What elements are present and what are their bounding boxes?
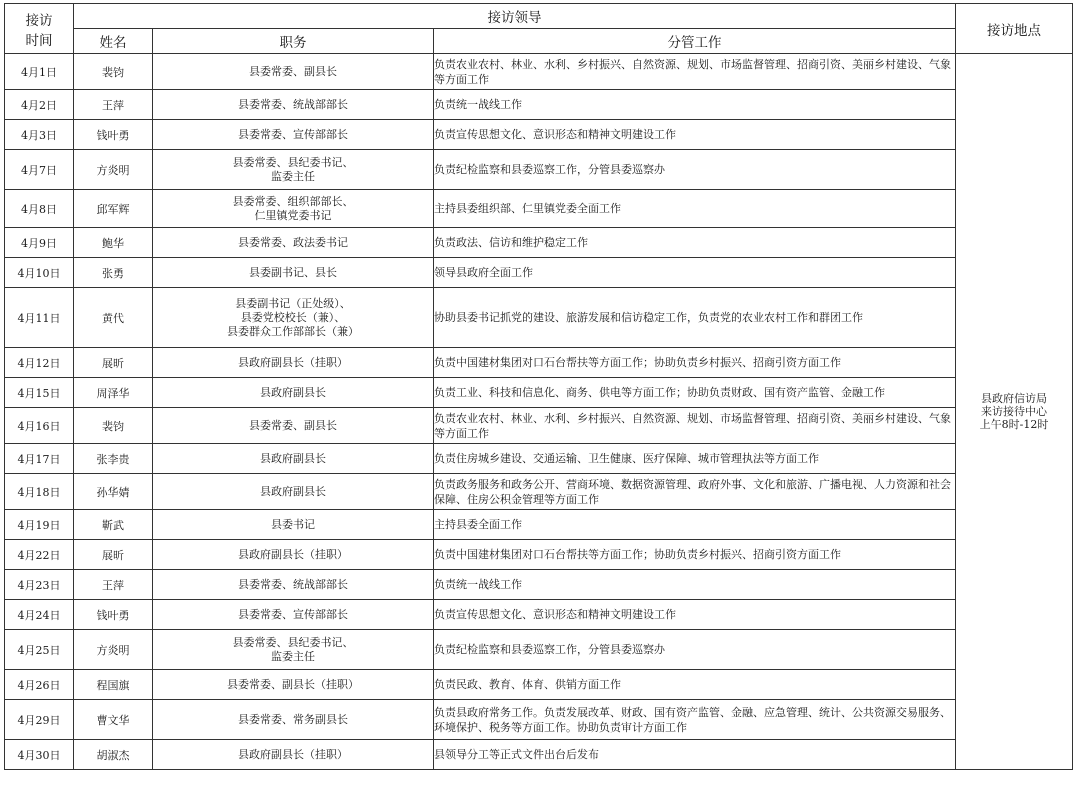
leader-name: 展昕 bbox=[74, 348, 153, 378]
leader-duties: 负责民政、教育、体育、供销方面工作 bbox=[434, 670, 956, 700]
leader-name: 张李贵 bbox=[74, 444, 153, 474]
table-row bbox=[5, 670, 1073, 700]
table-row bbox=[5, 54, 1073, 90]
leader-name: 王萍 bbox=[74, 90, 153, 120]
reception-date: 4月8日 bbox=[5, 190, 74, 228]
table-row bbox=[5, 540, 1073, 570]
reception-date: 4月25日 bbox=[5, 630, 74, 670]
table-row bbox=[5, 408, 1073, 444]
leader-position: 县委常委、统战部部长 bbox=[153, 90, 434, 120]
leader-name: 鲍华 bbox=[74, 228, 153, 258]
reception-date: 4月11日 bbox=[5, 288, 74, 348]
leader-name: 张勇 bbox=[74, 258, 153, 288]
leader-position: 县委常委、县纪委书记、 监委主任 bbox=[153, 150, 434, 190]
leader-position: 县委副书记、县长 bbox=[153, 258, 434, 288]
leader-name: 钱叶勇 bbox=[74, 600, 153, 630]
reception-date: 4月9日 bbox=[5, 228, 74, 258]
leader-name: 孙华婧 bbox=[74, 474, 153, 510]
table-row bbox=[5, 378, 1073, 408]
leader-position: 县政府副县长 bbox=[153, 474, 434, 510]
reception-date: 4月24日 bbox=[5, 600, 74, 630]
leader-position: 县委副书记（正处级）、 县委党校校长（兼）、 县委群众工作部部长（兼） bbox=[153, 288, 434, 348]
leader-duties: 主持县委全面工作 bbox=[434, 510, 956, 540]
table-row bbox=[5, 510, 1073, 540]
leader-duties: 主持县委组织部、仁里镇党委全面工作 bbox=[434, 190, 956, 228]
leader-name: 裴钧 bbox=[74, 408, 153, 444]
leader-duties: 负责纪检监察和县委巡察工作，分管县委巡察办 bbox=[434, 150, 956, 190]
leader-name: 展昕 bbox=[74, 540, 153, 570]
table-row bbox=[5, 258, 1073, 288]
table-row bbox=[5, 90, 1073, 120]
leader-position: 县政府副县长 bbox=[153, 444, 434, 474]
reception-date: 4月18日 bbox=[5, 474, 74, 510]
leader-position: 县委常委、常务副县长 bbox=[153, 700, 434, 740]
leader-position: 县政府副县长（挂职） bbox=[153, 740, 434, 770]
leader-duties: 负责农业农村、林业、水利、乡村振兴、自然资源、规划、市场监督管理、招商引资、美丽乡村建设、气象等方面工作 bbox=[434, 408, 956, 444]
position-header: 职务 bbox=[153, 29, 434, 54]
table-row bbox=[5, 190, 1073, 228]
table-row bbox=[5, 348, 1073, 378]
leader-name: 方炎明 bbox=[74, 150, 153, 190]
leader-position: 县政府副县长 bbox=[153, 378, 434, 408]
name-header: 姓名 bbox=[74, 29, 153, 54]
reception-date: 4月7日 bbox=[5, 150, 74, 190]
reception-location: 县政府信访局 来访接待中心 上午8时-12时 bbox=[956, 54, 1073, 770]
leader-position: 县政府副县长（挂职） bbox=[153, 540, 434, 570]
table-row bbox=[5, 700, 1073, 740]
leader-duties: 负责统一战线工作 bbox=[434, 570, 956, 600]
leader-position: 县委常委、副县长 bbox=[153, 54, 434, 90]
leader-name: 邱军辉 bbox=[74, 190, 153, 228]
leader-duties: 领导县政府全面工作 bbox=[434, 258, 956, 288]
leader-position: 县委常委、统战部部长 bbox=[153, 570, 434, 600]
leader-duties: 负责政务服务和政务公开、营商环境、数据资源管理、政府外事、文化和旅游、广播电视、人力资源和社会保障、住房公积金管理等方面工作 bbox=[434, 474, 956, 510]
leader-duties: 负责工业、科技和信息化、商务、供电等方面工作；协助负责财政、国有资产监管、金融工作 bbox=[434, 378, 956, 408]
reception-date: 4月1日 bbox=[5, 54, 74, 90]
leader-name: 程国旗 bbox=[74, 670, 153, 700]
leader-position: 县委书记 bbox=[153, 510, 434, 540]
leader-name: 靳武 bbox=[74, 510, 153, 540]
table-row bbox=[5, 570, 1073, 600]
reception-date: 4月17日 bbox=[5, 444, 74, 474]
leader-position: 县委常委、政法委书记 bbox=[153, 228, 434, 258]
table-row bbox=[5, 474, 1073, 510]
table-row bbox=[5, 600, 1073, 630]
leader-duties: 负责宣传思想文化、意识形态和精神文明建设工作 bbox=[434, 120, 956, 150]
leader-name: 王萍 bbox=[74, 570, 153, 600]
schedule-body bbox=[5, 54, 1073, 770]
leader-name: 钱叶勇 bbox=[74, 120, 153, 150]
reception-date: 4月29日 bbox=[5, 700, 74, 740]
leader-duties: 负责县政府常务工作。负责发展改革、财政、国有资产监管、金融、应急管理、统计、公共资源交易服务、环境保护、税务等方面工作。协助负责审计方面工作 bbox=[434, 700, 956, 740]
leader-duties: 负责纪检监察和县委巡察工作，分管县委巡察办 bbox=[434, 630, 956, 670]
reception-date: 4月16日 bbox=[5, 408, 74, 444]
leader-name: 裴钧 bbox=[74, 54, 153, 90]
leader-position: 县委常委、县纪委书记、 监委主任 bbox=[153, 630, 434, 670]
leader-position: 县委常委、宣传部部长 bbox=[153, 600, 434, 630]
reception-time-header: 接访 时间 bbox=[5, 4, 74, 54]
reception-date: 4月15日 bbox=[5, 378, 74, 408]
reception-date: 4月30日 bbox=[5, 740, 74, 770]
leader-duties: 负责中国建材集团对口石台帮扶等方面工作；协助负责乡村振兴、招商引资方面工作 bbox=[434, 348, 956, 378]
leader-duties: 负责政法、信访和维护稳定工作 bbox=[434, 228, 956, 258]
leader-name: 周泽华 bbox=[74, 378, 153, 408]
leader-duties: 负责统一战线工作 bbox=[434, 90, 956, 120]
table-row bbox=[5, 630, 1073, 670]
table-row bbox=[5, 444, 1073, 474]
leader-duties: 负责中国建材集团对口石台帮扶等方面工作；协助负责乡村振兴、招商引资方面工作 bbox=[434, 540, 956, 570]
reception-location-header: 接访地点 bbox=[956, 4, 1073, 54]
leader-duties: 负责住房城乡建设、交通运输、卫生健康、医疗保障、城市管理执法等方面工作 bbox=[434, 444, 956, 474]
leader-position: 县委常委、副县长（挂职） bbox=[153, 670, 434, 700]
leader-duties: 负责农业农村、林业、水利、乡村振兴、自然资源、规划、市场监督管理、招商引资、美丽乡村建设、气象等方面工作 bbox=[434, 54, 956, 90]
leader-name: 黄代 bbox=[74, 288, 153, 348]
table-row bbox=[5, 120, 1073, 150]
table-row bbox=[5, 228, 1073, 258]
header-row-top bbox=[5, 4, 1073, 29]
reception-date: 4月23日 bbox=[5, 570, 74, 600]
leader-position: 县委常委、组织部部长、 仁里镇党委书记 bbox=[153, 190, 434, 228]
reception-date: 4月10日 bbox=[5, 258, 74, 288]
table-row bbox=[5, 150, 1073, 190]
reception-date: 4月26日 bbox=[5, 670, 74, 700]
leader-name: 曹文华 bbox=[74, 700, 153, 740]
table-row bbox=[5, 288, 1073, 348]
leader-name: 方炎明 bbox=[74, 630, 153, 670]
leader-name: 胡淑杰 bbox=[74, 740, 153, 770]
leader-duties: 协助县委书记抓党的建设、旅游发展和信访稳定工作，负责党的农业农村工作和群团工作 bbox=[434, 288, 956, 348]
leader-position: 县政府副县长（挂职） bbox=[153, 348, 434, 378]
leader-duties: 县领导分工等正式文件出台后发布 bbox=[434, 740, 956, 770]
reception-schedule-table bbox=[4, 3, 1073, 770]
leader-position: 县委常委、宣传部部长 bbox=[153, 120, 434, 150]
table-row bbox=[5, 740, 1073, 770]
reception-date: 4月19日 bbox=[5, 510, 74, 540]
reception-leaders-header: 接访领导 bbox=[74, 4, 956, 29]
reception-date: 4月2日 bbox=[5, 90, 74, 120]
leader-position: 县委常委、副县长 bbox=[153, 408, 434, 444]
leader-duties: 负责宣传思想文化、意识形态和精神文明建设工作 bbox=[434, 600, 956, 630]
reception-date: 4月22日 bbox=[5, 540, 74, 570]
duties-header: 分管工作 bbox=[434, 29, 956, 54]
reception-date: 4月3日 bbox=[5, 120, 74, 150]
reception-date: 4月12日 bbox=[5, 348, 74, 378]
header-row-sub bbox=[5, 29, 1073, 54]
